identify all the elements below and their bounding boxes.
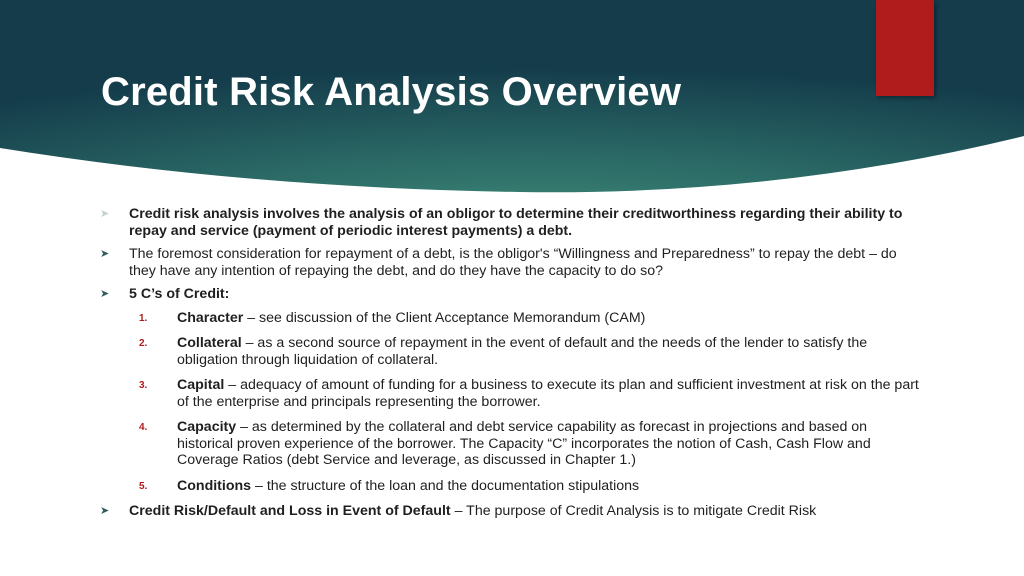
arrow-bullet-icon: ➤ [100, 505, 110, 517]
bullet-text: The foremost consideration for repayment of a debt, is the obligor's “Willingness and Preparedness” to repay the debt – do they have any intention of repaying the debt, and do they have the capacity to do so? [129, 246, 897, 279]
list-term: Collateral [177, 335, 242, 351]
list-term: Character [177, 309, 244, 326]
accent-tab [876, 0, 934, 96]
list-text: – as a second source of repayment in the event of default and the needs of the lender to satisfy the obligation through liquidation of collateral. [177, 335, 868, 368]
list-item [98, 310, 924, 327]
list-item [98, 478, 924, 495]
list-item [98, 377, 924, 410]
list-term: Capital [177, 377, 225, 393]
list-term: Capacity [177, 419, 237, 435]
list-number: 4. [139, 422, 148, 433]
arrow-bullet-icon: ➤ [100, 288, 110, 300]
bullet-text: 5 C’s of Credit: [129, 286, 230, 302]
list-text: – as determined by the collateral and debt service capability as forecast in projections and based on historical proven experience of the borrower. The Capacity “C” incorporates the notion of Cash, Cash Flow and Coverage Ratios (debt Service and leverage, as discussed in Chapter 1.) [177, 419, 871, 468]
bullet-item [98, 286, 924, 303]
list-item [98, 335, 924, 368]
bullet-text: Credit risk analysis involves the analysis of an obligor to determine their creditworthiness regarding their ability to repay and service (payment of periodic interest payments) a debt. [129, 206, 903, 239]
bullet-item [98, 246, 924, 279]
list-text: – the structure of the loan and the documentation stipulations [251, 477, 640, 494]
slide-body [98, 206, 924, 527]
list-number: 5. [139, 480, 148, 492]
bullet-item [98, 503, 924, 520]
list-term: Conditions [177, 477, 252, 494]
list-number: 3. [139, 380, 148, 391]
list-text: – see discussion of the Client Acceptance Memorandum (CAM) [243, 309, 646, 326]
list-text: – adequacy of amount of funding for a business to execute its plan and sufficient investment at risk on the part of the enterprise and principals representing the borrower. [177, 377, 919, 410]
list-number: 1. [139, 312, 148, 324]
page-title: Credit Risk Analysis Overview [101, 70, 682, 114]
arrow-bullet-icon: ➤ [100, 248, 110, 260]
bullet-text: – The purpose of Credit Analysis is to mitigate Credit Risk [450, 503, 817, 519]
arrow-bullet-icon: ➤ [100, 208, 110, 220]
bullet-term: Credit Risk/Default and Loss in Event of Default [129, 503, 451, 519]
list-number: 2. [139, 338, 148, 349]
list-item [98, 419, 924, 469]
bullet-item [98, 206, 924, 239]
